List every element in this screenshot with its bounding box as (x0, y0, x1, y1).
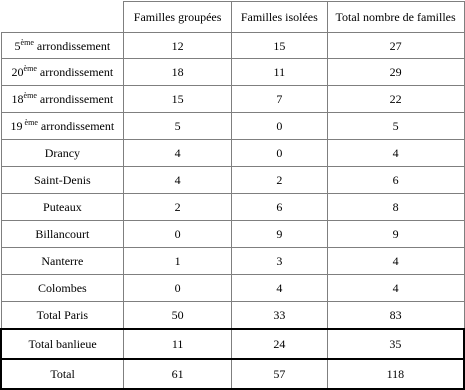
row-label-cell (1, 275, 124, 302)
table-row (1, 194, 464, 221)
value-cell: 24 (231, 329, 327, 359)
row-label-cell (1, 194, 124, 221)
table-row (1, 113, 464, 140)
value-cell: 83 (327, 302, 464, 330)
row-label-cell (1, 329, 124, 359)
row-label-cell (1, 302, 124, 330)
table-row (1, 329, 464, 359)
table-row (1, 221, 464, 248)
value-cell: 50 (124, 302, 232, 330)
value-cell: 2 (231, 167, 327, 194)
value-cell: 4 (124, 167, 232, 194)
header-cell-total-familles: Total nombre de familles (327, 2, 464, 33)
row-label-superscript: ème (22, 118, 38, 127)
value-cell: 0 (124, 221, 232, 248)
row-label-suffix: arrondissement (36, 65, 114, 79)
value-cell: 0 (231, 113, 327, 140)
value-cell: 0 (124, 275, 232, 302)
value-cell: 8 (327, 194, 464, 221)
table-row (1, 302, 464, 330)
row-label-cell (1, 113, 124, 140)
value-cell: 15 (124, 86, 232, 113)
value-cell: 6 (231, 194, 327, 221)
header-cell-blank (1, 2, 124, 33)
value-cell: 35 (327, 329, 464, 359)
table-row (1, 140, 464, 167)
value-cell: 118 (327, 359, 464, 389)
table-row (1, 59, 464, 86)
row-label-cell (1, 359, 124, 389)
row-label-text: Puteaux (43, 200, 82, 214)
header-cell-familles-isolees: Familles isolées (231, 2, 327, 33)
table-row (1, 359, 464, 389)
value-cell: 3 (231, 248, 327, 275)
value-cell: 4 (124, 140, 232, 167)
row-label-suffix: arrondissement (37, 119, 115, 133)
value-cell: 6 (327, 167, 464, 194)
row-label-superscript: ème (23, 91, 37, 100)
table-row (1, 167, 464, 194)
value-cell: 4 (327, 275, 464, 302)
table-row (1, 33, 464, 59)
table-row (1, 86, 464, 113)
value-cell: 57 (231, 359, 327, 389)
row-label-text: 19 (10, 119, 23, 133)
row-label-cell (1, 86, 124, 113)
row-label-superscript: ème (23, 64, 37, 73)
row-label-cell (1, 167, 124, 194)
row-label-cell (1, 248, 124, 275)
value-cell: 1 (124, 248, 232, 275)
row-label-text: Drancy (44, 146, 81, 160)
value-cell: 22 (327, 86, 464, 113)
row-label-cell (1, 221, 124, 248)
value-cell: 4 (327, 140, 464, 167)
families-table (0, 1, 465, 390)
row-label-text: Billancourt (35, 227, 90, 241)
value-cell: 9 (231, 221, 327, 248)
row-label-suffix: arrondissement (33, 38, 111, 53)
row-label-cell (1, 33, 124, 59)
value-cell: 5 (124, 113, 232, 140)
row-label-suffix: arrondissement (36, 92, 114, 106)
row-label-text: Colombes (38, 281, 87, 295)
row-label-cell (1, 59, 124, 86)
header-row (1, 2, 464, 33)
value-cell: 4 (327, 248, 464, 275)
row-label-cell (1, 140, 124, 167)
value-cell: 33 (231, 302, 327, 330)
value-cell: 29 (327, 59, 464, 86)
value-cell: 4 (231, 275, 327, 302)
row-label-text: Total banlieue (28, 337, 97, 351)
value-cell: 15 (231, 33, 327, 59)
value-cell: 5 (327, 113, 464, 140)
value-cell: 0 (231, 140, 327, 167)
header-cell-familles-groupees: Familles groupées (124, 2, 232, 33)
row-label-superscript: ème (20, 37, 34, 47)
row-label-text: Nanterre (41, 254, 84, 268)
row-label-text: Saint-Denis (34, 173, 91, 187)
row-label-text: 20 (11, 65, 24, 79)
row-label-text: Total (50, 367, 75, 381)
table-row (1, 275, 464, 302)
value-cell: 11 (124, 329, 232, 359)
value-cell: 11 (231, 59, 327, 86)
row-label-text: Total Paris (36, 308, 89, 322)
value-cell: 7 (231, 86, 327, 113)
value-cell: 27 (327, 33, 464, 59)
value-cell: 9 (327, 221, 464, 248)
value-cell: 18 (124, 59, 232, 86)
value-cell: 61 (124, 359, 232, 389)
row-label-text: 5 (14, 38, 21, 53)
table-row (1, 248, 464, 275)
row-label-text: 18 (11, 92, 24, 106)
value-cell: 2 (124, 194, 232, 221)
value-cell: 12 (124, 33, 232, 59)
